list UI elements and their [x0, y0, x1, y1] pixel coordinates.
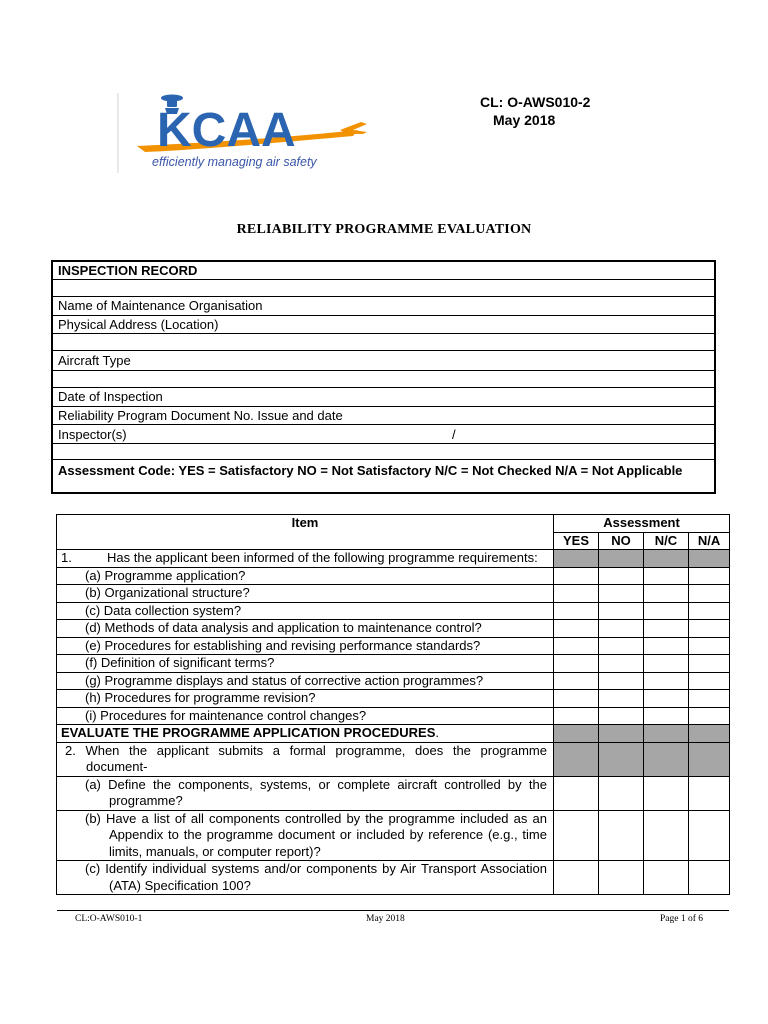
question-1-item-row: [57, 620, 730, 638]
divider: [53, 459, 714, 460]
nc-checkbox-cell[interactable]: [644, 602, 689, 620]
yes-checkbox-cell[interactable]: [554, 620, 599, 638]
nc-checkbox-cell[interactable]: [644, 690, 689, 708]
question-1-item-row: [57, 672, 730, 690]
inspectors-field[interactable]: Inspector(s): [58, 427, 127, 442]
footer-date: May 2018: [366, 914, 405, 924]
nc-column-header: N/C: [644, 532, 689, 550]
question-1-item-text: (b) Organizational structure?: [57, 585, 554, 603]
question-1-item-row: [57, 585, 730, 603]
question-1-text: [57, 550, 554, 568]
na-checkbox-cell[interactable]: [689, 776, 730, 810]
nc-checkbox-cell[interactable]: [644, 810, 689, 861]
yes-checkbox-cell[interactable]: [554, 567, 599, 585]
section-heading: [57, 725, 554, 743]
shaded-cell: [644, 550, 689, 568]
section-heading-text: EVALUATE THE PROGRAMME APPLICATION PROCEDURES: [61, 725, 436, 740]
no-checkbox-cell[interactable]: [599, 861, 644, 895]
question-1-number: 1.: [61, 550, 72, 565]
yes-checkbox-cell[interactable]: [554, 655, 599, 673]
question-1-item-text: (d) Methods of data analysis and application to maintenance control?: [57, 620, 554, 638]
shaded-cell: [599, 742, 644, 776]
question-2-item-text: (a) Define the components, systems, or complete aircraft controlled by the programme?: [57, 776, 554, 810]
yes-checkbox-cell[interactable]: [554, 707, 599, 725]
nc-checkbox-cell[interactable]: [644, 637, 689, 655]
shaded-cell: [689, 742, 730, 776]
question-1-item-text: (c) Data collection system?: [57, 602, 554, 620]
na-checkbox-cell[interactable]: [689, 637, 730, 655]
logo-text: KCAA: [157, 104, 296, 157]
question-2-item-row: [57, 861, 730, 895]
shaded-cell: [554, 742, 599, 776]
shaded-cell: [599, 725, 644, 743]
divider: [53, 424, 714, 425]
footer-rule: [57, 910, 729, 911]
na-column-header: N/A: [689, 532, 730, 550]
question-1-item-text: (h) Procedures for programme revision?: [57, 690, 554, 708]
question-1-item-text: (i) Procedures for maintenance control changes?: [57, 707, 554, 725]
na-checkbox-cell[interactable]: [689, 810, 730, 861]
na-checkbox-cell[interactable]: [689, 690, 730, 708]
divider: [53, 315, 714, 316]
nc-checkbox-cell[interactable]: [644, 776, 689, 810]
shaded-cell: [644, 725, 689, 743]
inspection-record-box: [51, 260, 716, 494]
document-code: CL: O-AWS010-2: [480, 94, 591, 110]
question-1-body: Has the applicant been informed of the following programme requirements:: [107, 550, 538, 565]
na-checkbox-cell[interactable]: [689, 602, 730, 620]
question-1-item-row: [57, 637, 730, 655]
section-heading-row: [57, 725, 730, 743]
question-1-item-text: (a) Programme application?: [57, 567, 554, 585]
question-1-item-text: (g) Programme displays and status of corrective action programmes?: [57, 672, 554, 690]
question-2-item-text: (c) Identify individual systems and/or components by Air Transport Association (ATA) Specification 100?: [57, 861, 554, 895]
divider: [53, 443, 714, 444]
no-checkbox-cell[interactable]: [599, 707, 644, 725]
no-checkbox-cell[interactable]: [599, 655, 644, 673]
nc-checkbox-cell[interactable]: [644, 585, 689, 603]
yes-checkbox-cell[interactable]: [554, 672, 599, 690]
aircraft-type-field[interactable]: Aircraft Type: [58, 353, 131, 368]
yes-checkbox-cell[interactable]: [554, 861, 599, 895]
divider: [53, 350, 714, 351]
divider: [53, 296, 714, 297]
yes-checkbox-cell[interactable]: [554, 810, 599, 861]
question-1-item-row: [57, 690, 730, 708]
na-checkbox-cell[interactable]: [689, 567, 730, 585]
document-no-field[interactable]: Reliability Program Document No. Issue and date: [58, 408, 343, 423]
nc-checkbox-cell[interactable]: [644, 861, 689, 895]
shaded-cell: [554, 550, 599, 568]
no-column-header: NO: [599, 532, 644, 550]
assessment-code-legend: Assessment Code: YES = Satisfactory NO = Not Satisfactory N/C = Not Checked N/A = Not Applicable: [58, 463, 683, 478]
question-1-items: [57, 567, 730, 725]
question-1-item-row: [57, 567, 730, 585]
no-checkbox-cell[interactable]: [599, 637, 644, 655]
nc-checkbox-cell[interactable]: [644, 707, 689, 725]
no-checkbox-cell[interactable]: [599, 690, 644, 708]
question-1-item-row: [57, 602, 730, 620]
no-checkbox-cell[interactable]: [599, 567, 644, 585]
inspection-date-field[interactable]: Date of Inspection: [58, 389, 163, 404]
page-title: RELIABILITY PROGRAMME EVALUATION: [236, 222, 532, 237]
na-checkbox-cell[interactable]: [689, 707, 730, 725]
divider: [53, 406, 714, 407]
question-1-item-row: [57, 707, 730, 725]
nc-checkbox-cell[interactable]: [644, 620, 689, 638]
document-date: May 2018: [493, 112, 556, 128]
nc-checkbox-cell[interactable]: [644, 567, 689, 585]
na-checkbox-cell[interactable]: [689, 861, 730, 895]
na-checkbox-cell[interactable]: [689, 672, 730, 690]
logo-tagline: efficiently managing air safety: [152, 155, 317, 169]
question-1-row: [57, 550, 730, 568]
table-header-row: [57, 515, 730, 533]
aircraft-icon: [340, 122, 367, 134]
assessment-column-header: Assessment: [554, 515, 730, 533]
footer-page-number: Page 1 of 6: [660, 914, 704, 924]
nc-checkbox-cell[interactable]: [644, 672, 689, 690]
question-2-item-row: [57, 810, 730, 861]
yes-checkbox-cell[interactable]: [554, 602, 599, 620]
item-column-header: Item: [57, 515, 554, 550]
org-name-field[interactable]: Name of Maintenance Organisation: [58, 298, 263, 313]
question-2-items: [57, 776, 730, 895]
shaded-cell: [689, 550, 730, 568]
question-2-row: [57, 742, 730, 776]
no-checkbox-cell[interactable]: [599, 672, 644, 690]
yes-checkbox-cell[interactable]: [554, 637, 599, 655]
inspection-record-heading: INSPECTION RECORD: [58, 263, 198, 278]
nc-checkbox-cell[interactable]: [644, 655, 689, 673]
inspectors-separator: /: [452, 427, 456, 442]
no-checkbox-cell[interactable]: [599, 810, 644, 861]
section-heading-period: .: [435, 725, 439, 740]
divider: [53, 279, 714, 280]
na-checkbox-cell[interactable]: [689, 585, 730, 603]
footer-doc-code: CL:O-AWS010-1: [75, 914, 143, 924]
yes-checkbox-cell[interactable]: [554, 776, 599, 810]
question-2-item-row: [57, 776, 730, 810]
yes-checkbox-cell[interactable]: [554, 690, 599, 708]
no-checkbox-cell[interactable]: [599, 585, 644, 603]
no-checkbox-cell[interactable]: [599, 776, 644, 810]
divider: [53, 333, 714, 334]
checklist-table: [56, 514, 730, 895]
divider: [53, 370, 714, 371]
no-checkbox-cell[interactable]: [599, 620, 644, 638]
no-checkbox-cell[interactable]: [599, 602, 644, 620]
yes-checkbox-cell[interactable]: [554, 585, 599, 603]
question-2-item-text: (b) Have a list of all components controlled by the programme included as an Appendix to the programme document or included by reference (e.g., time limits, manuals, or computer report)?: [57, 810, 554, 861]
shaded-cell: [599, 550, 644, 568]
question-1-item-text: (f) Definition of significant terms?: [57, 655, 554, 673]
question-1-item-text: (e) Procedures for establishing and revising performance standards?: [57, 637, 554, 655]
divider: [53, 387, 714, 388]
address-field[interactable]: Physical Address (Location): [58, 317, 219, 332]
na-checkbox-cell[interactable]: [689, 655, 730, 673]
na-checkbox-cell[interactable]: [689, 620, 730, 638]
question-1-item-row: [57, 655, 730, 673]
yes-column-header: YES: [554, 532, 599, 550]
shaded-cell: [644, 742, 689, 776]
question-2-text: 2. When the applicant submits a formal programme, does the programme document-: [57, 742, 554, 776]
shaded-cell: [554, 725, 599, 743]
shaded-cell: [689, 725, 730, 743]
